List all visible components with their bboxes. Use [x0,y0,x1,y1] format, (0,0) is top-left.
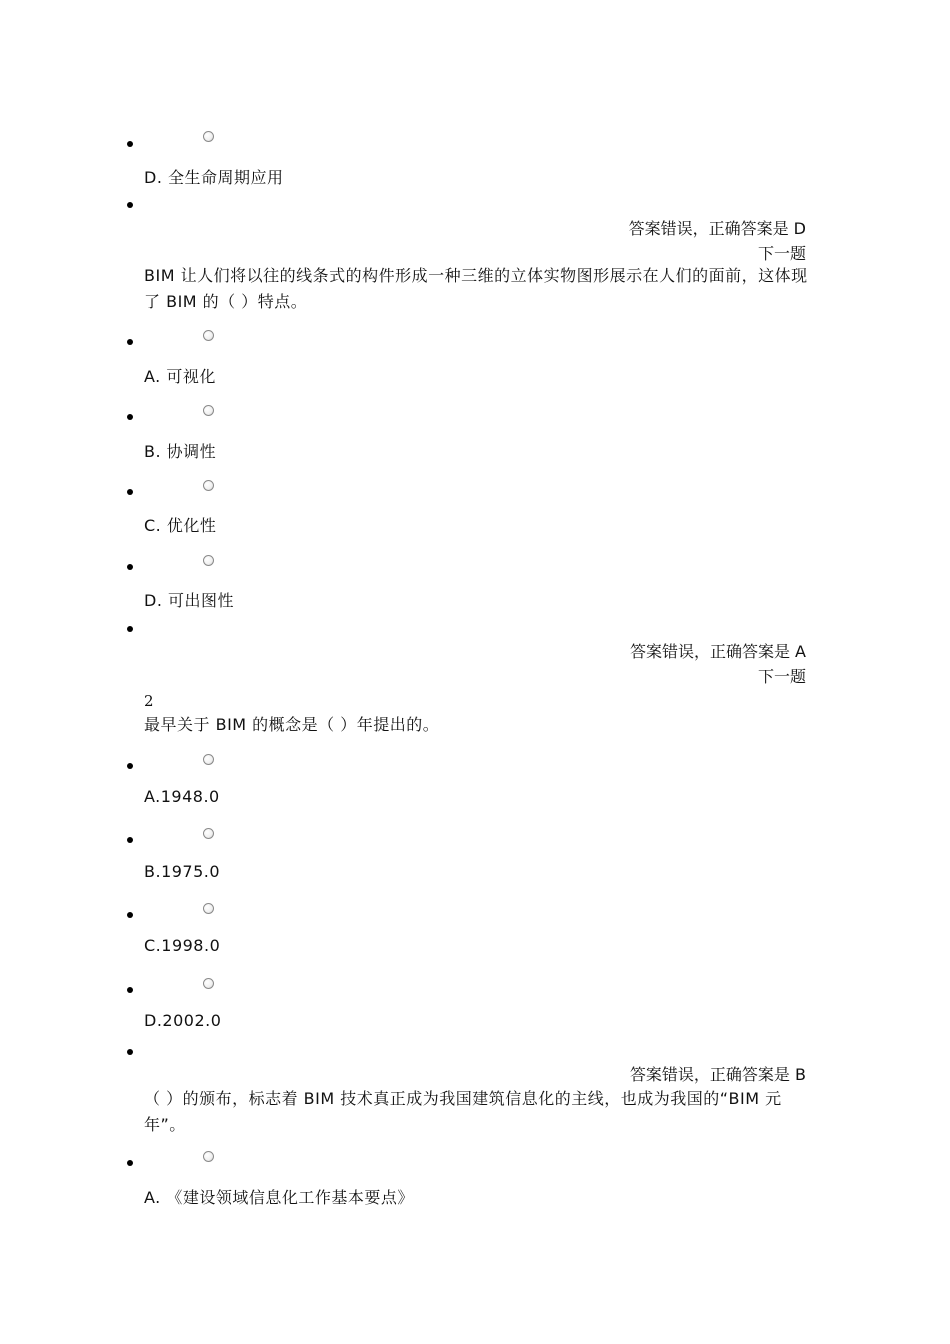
radio-option-c[interactable] [203,903,214,914]
radio-option-d[interactable] [203,978,214,989]
list-bullet [127,837,133,843]
radio-option-d[interactable] [203,555,214,566]
option-d-label: D. 可出图性 [144,591,234,610]
next-question-link[interactable]: 下一题 [757,667,806,686]
list-bullet [127,626,133,632]
list-bullet [127,763,133,769]
option-b-label: B. 协调性 [144,442,217,461]
next-question-link[interactable]: 下一题 [757,244,806,263]
question-text: 最早关于 BIM 的概念是（ ）年提出的。 [144,715,440,734]
radio-option-a[interactable] [203,754,214,765]
answer-feedback: 答案错误，正确答案是 D [628,219,806,238]
list-bullet [127,489,133,495]
option-d-label: D. 全生命周期应用 [144,168,284,187]
option-d-label: D.2002.0 [144,1011,222,1030]
question-number: 2 [144,692,154,710]
list-bullet [127,1049,133,1055]
option-a-label: A. 可视化 [144,367,216,386]
option-c-label: C. 优化性 [144,516,217,535]
list-bullet [127,202,133,208]
list-bullet [127,912,133,918]
list-bullet [127,141,133,147]
option-a-label: A.1948.0 [144,787,220,806]
radio-option-c[interactable] [203,480,214,491]
question-text: （ ）的颁布，标志着 BIM 技术真正成为我国建筑信息化的主线，也成为我国的“BIM 元年”。 [144,1089,782,1134]
question-text: BIM 让人们将以往的线条式的构件形成一种三维的立体实物图形展示在人们的面前，这体现了 BIM 的（ ）特点。 [144,266,808,311]
radio-option-a[interactable] [203,1151,214,1162]
radio-option-d[interactable] [203,131,214,142]
list-bullet [127,414,133,420]
option-c-label: C.1998.0 [144,936,221,955]
radio-option-b[interactable] [203,405,214,416]
list-bullet [127,339,133,345]
option-b-label: B.1975.0 [144,862,221,881]
radio-option-b[interactable] [203,828,214,839]
list-bullet [127,987,133,993]
option-a-label: A. 《建设领域信息化工作基本要点》 [144,1188,414,1207]
answer-feedback: 答案错误，正确答案是 A [629,642,806,661]
list-bullet [127,1160,133,1166]
radio-option-a[interactable] [203,330,214,341]
list-bullet [127,564,133,570]
answer-feedback: 答案错误，正确答案是 B [629,1065,806,1084]
